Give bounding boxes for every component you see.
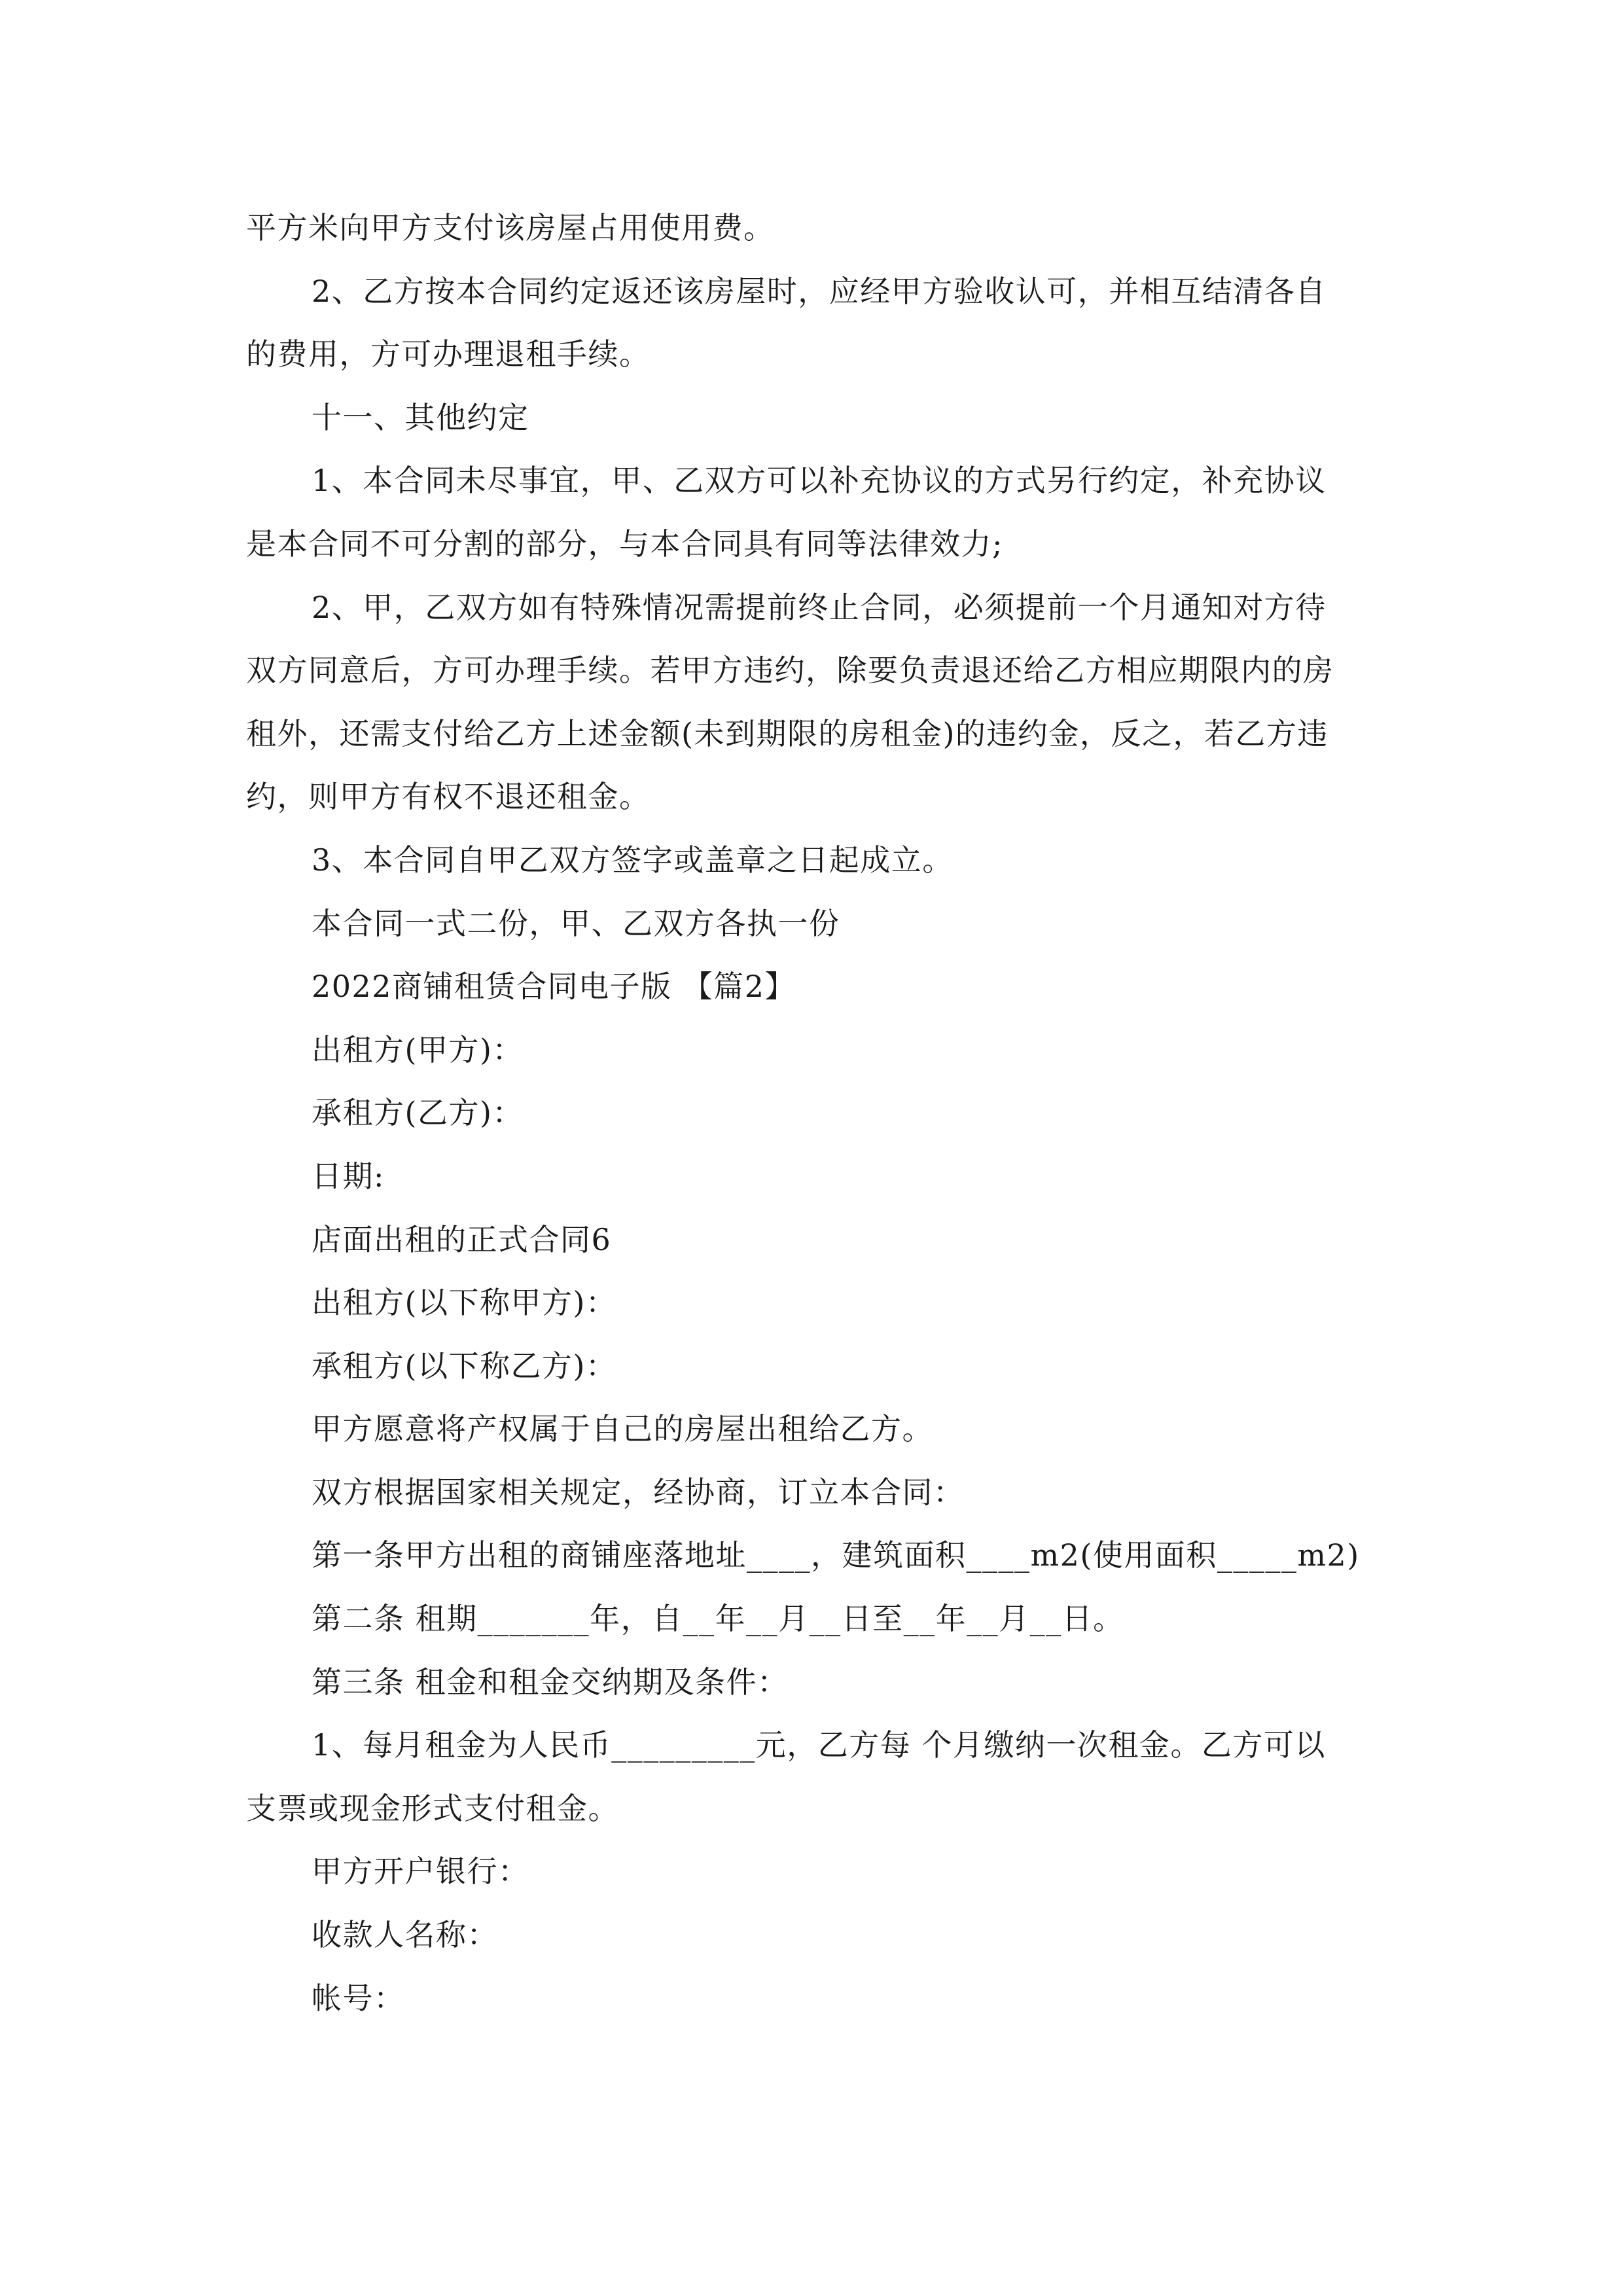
text-line: 双方同意后，方可办理手续。若甲方违约，除要负责退还给乙方相应期限内的房 [246,653,1334,689]
text-line: 店面出租的正式合同6 [312,1221,612,1257]
text-line: 1、每月租金为人民币_________元，乙方每 个月缴纳一次租金。乙方可以 [312,1727,1326,1763]
section-heading: 2022商铺租赁合同电子版 【篇2】 [312,969,796,1005]
text-line: 租外，还需支付给乙方上述金额(未到期限的房租金)的违约金，反之，若乙方违 [246,715,1329,751]
text-line: 本合同一式二份，甲、乙双方各执一份 [312,905,840,941]
text-line: 日期: [312,1158,385,1194]
text-line: 是本合同不可分割的部分，与本合同具有同等法律效力; [246,526,1003,562]
text-line: 1、本合同未尽事宜，甲、乙双方可以补充协议的方式另行约定，补充协议 [312,463,1327,499]
text-line: 甲方愿意将产权属于自己的房屋出租给乙方。 [312,1411,933,1447]
text-line: 双方根据国家相关规定，经协商，订立本合同： [312,1474,965,1510]
text-line: 出租方(以下称甲方)： [312,1285,617,1321]
text-line: 收款人名称： [312,1917,498,1953]
text-line: 第一条甲方出租的商铺座落地址____，建筑面积____m2(使用面积_____m2) [312,1537,1360,1573]
text-line: 3、本合同自甲乙双方签字或盖章之日起成立。 [312,842,954,878]
document-page [246,196,1378,2030]
text-line: 的费用，方可办理退租手续。 [246,336,651,372]
text-line: 甲方开户银行： [312,1854,529,1890]
text-line: 2、甲，乙双方如有特殊情况需提前终止合同，必须提前一个月通知对方待 [312,589,1327,625]
text-line: 承租方(以下称乙方)： [312,1348,617,1384]
text-line: 平方米向甲方支付该房屋占用使用费。 [246,210,775,245]
text-line: 约，则甲方有权不退还租金。 [246,779,651,815]
text-line: 帐号： [312,1980,405,2016]
text-line: 承租方(乙方)： [312,1095,524,1131]
text-line: 第二条 租期_______年，自__年__月__日至__年__月__日。 [312,1601,1124,1637]
section-heading: 十一、其他约定 [312,399,529,435]
text-line: 出租方(甲方)： [312,1031,524,1067]
text-line: 2、乙方按本合同约定返还该房屋时，应经甲方验收认可，并相互结清各自 [312,273,1327,309]
text-line: 第三条 租金和租金交纳期及条件： [312,1664,789,1700]
text-line: 支票或现金形式支付租金。 [246,1790,619,1826]
